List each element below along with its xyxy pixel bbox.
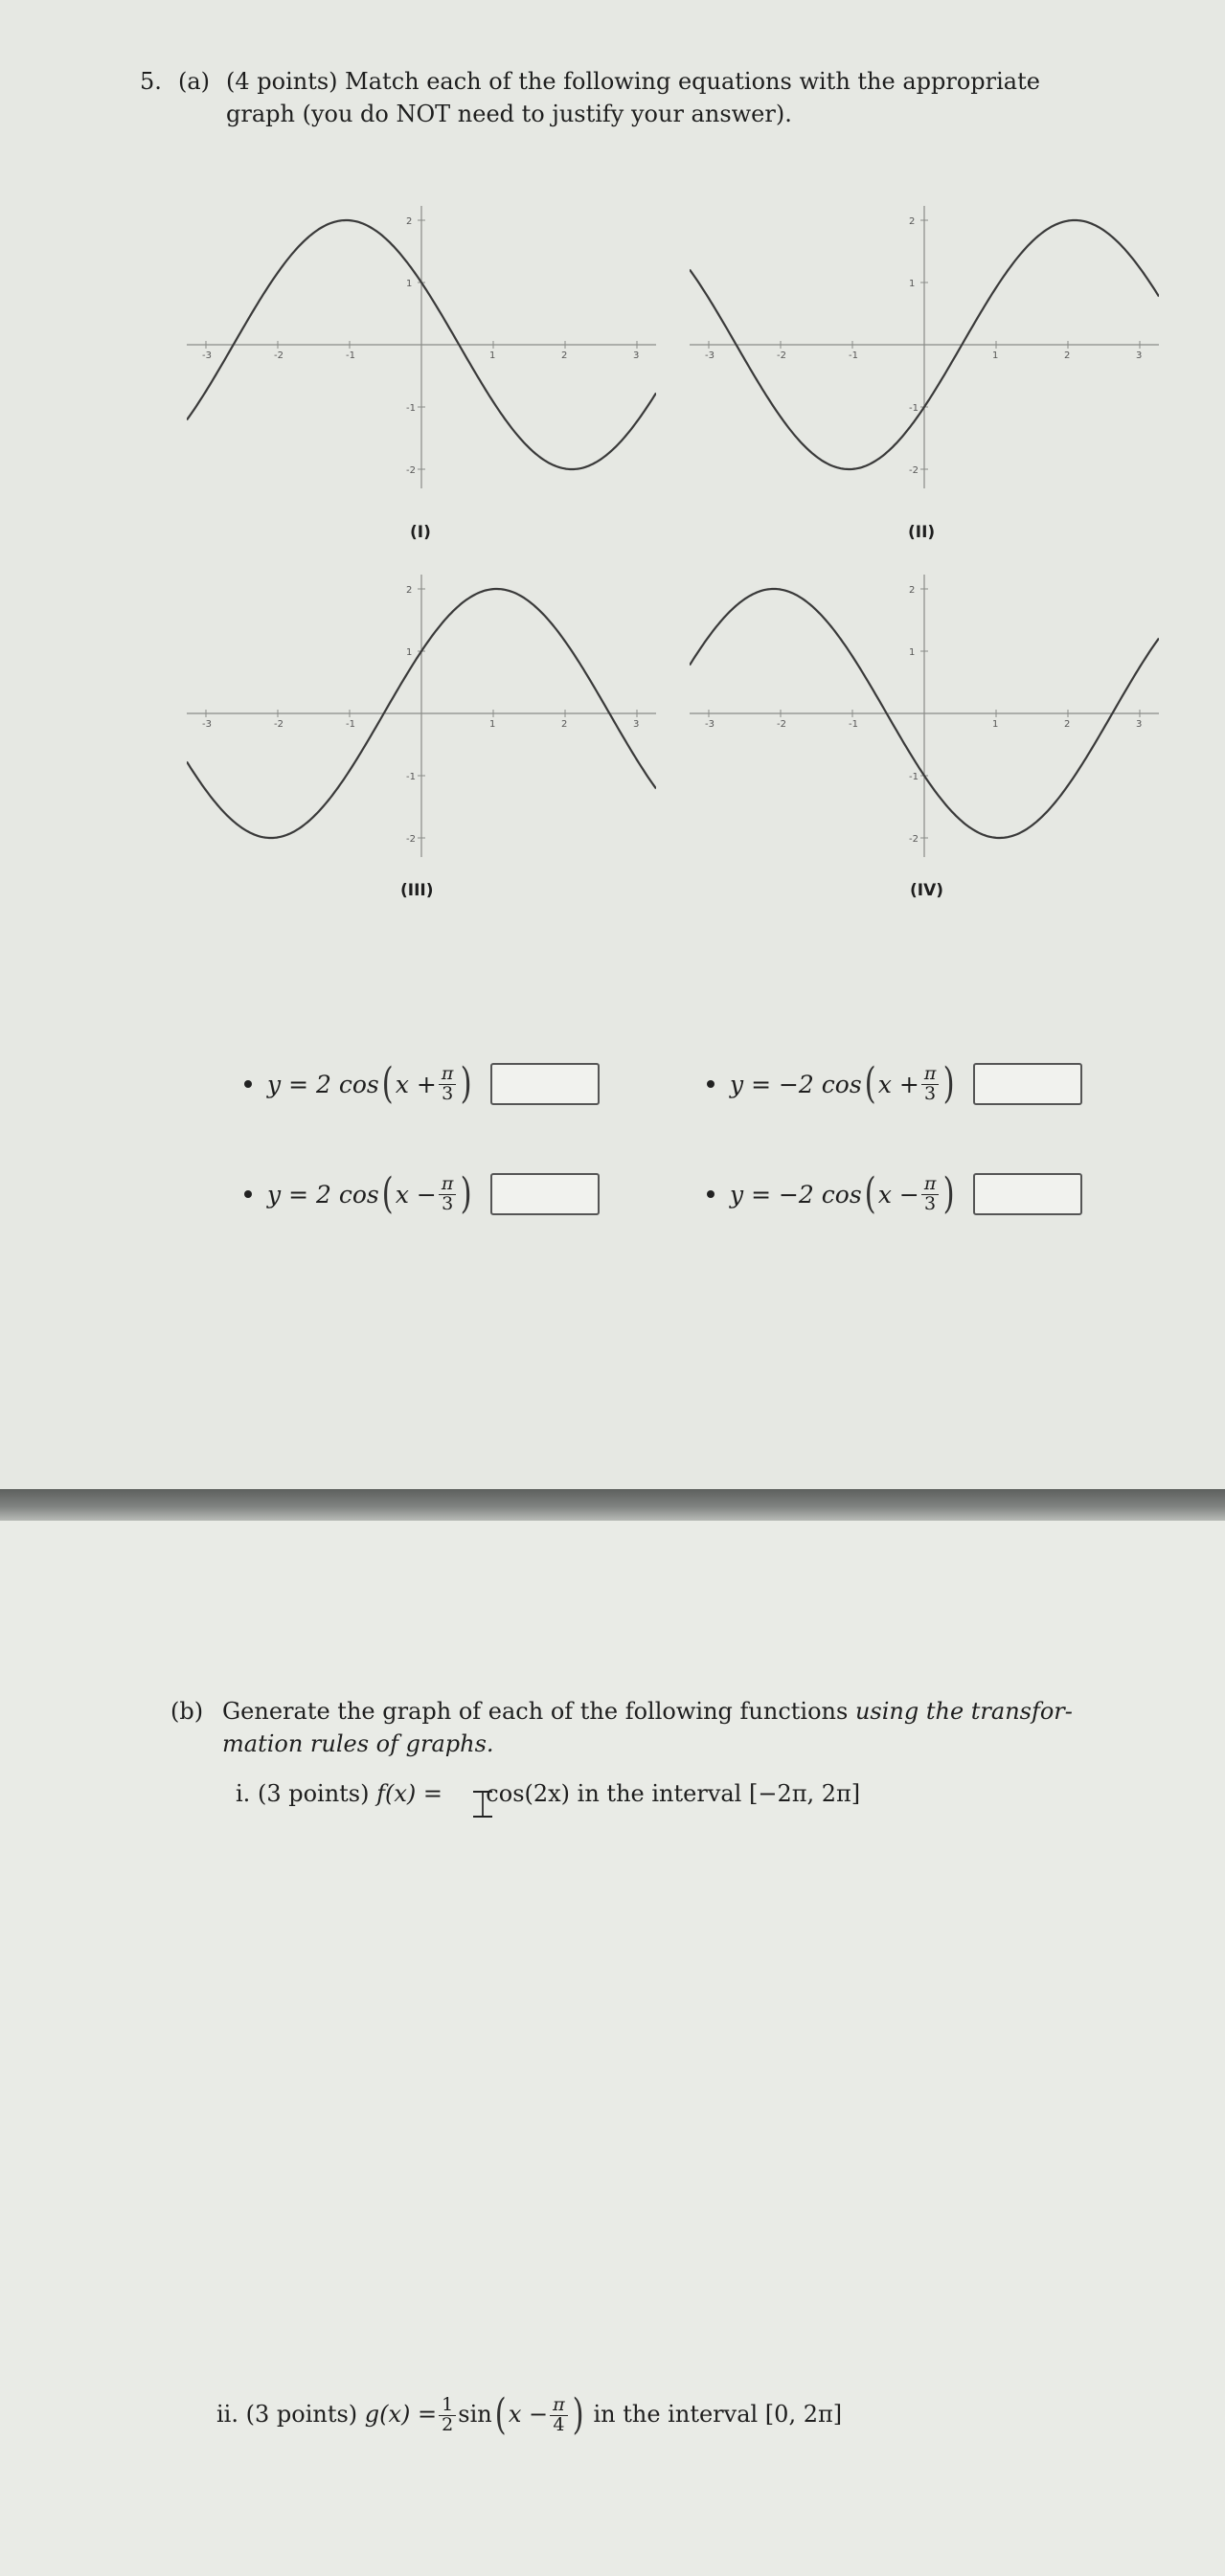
y-tick-label: 1 bbox=[406, 279, 413, 289]
page-fold-seam bbox=[0, 1489, 1225, 1521]
y-tick-label: -1 bbox=[909, 403, 919, 414]
text-cursor-icon: ⌶ bbox=[471, 1783, 494, 1827]
part-b-instruction-line2: mation rules of graphs. bbox=[222, 1730, 494, 1757]
x-tick-label: 2 bbox=[561, 350, 568, 361]
x-tick-label: 2 bbox=[561, 719, 568, 730]
part-a-label: (a) bbox=[178, 68, 211, 95]
y-tick-label: 1 bbox=[909, 279, 916, 289]
x-tick-label: 2 bbox=[1064, 719, 1071, 730]
y-tick-label: 2 bbox=[909, 216, 916, 227]
equation-1: y = 2 cos ( x + $\frac{\pi}{3}$ ) bbox=[244, 1063, 600, 1105]
y-tick-label: -1 bbox=[406, 772, 416, 782]
graph-II bbox=[690, 196, 1159, 493]
graph-III bbox=[187, 565, 656, 862]
y-tick-label: 2 bbox=[909, 585, 916, 596]
part-b-instruction-line1: Generate the graph of each of the following functions using the transfor- bbox=[222, 1698, 1073, 1725]
equation-3: y = 2 cos ( x − $\frac{\pi}{3}$ ) bbox=[244, 1173, 600, 1215]
answer-box-2[interactable] bbox=[973, 1063, 1082, 1105]
x-tick-label: -2 bbox=[777, 350, 786, 361]
part-b-label: (b) bbox=[170, 1698, 204, 1725]
y-tick-label: 1 bbox=[406, 647, 413, 658]
y-tick-label: -2 bbox=[406, 465, 416, 476]
bullet bbox=[707, 1190, 715, 1198]
graph-I bbox=[187, 196, 656, 493]
x-tick-label: -1 bbox=[849, 719, 858, 730]
x-tick-label: -2 bbox=[777, 719, 786, 730]
graph-IV bbox=[690, 565, 1159, 862]
x-tick-label: -1 bbox=[346, 350, 355, 361]
y-tick-label: 2 bbox=[406, 585, 413, 596]
x-tick-label: 1 bbox=[489, 719, 496, 730]
part-a-instruction-line2: graph (you do NOT need to justify your answer). bbox=[226, 101, 792, 127]
x-tick-label: 3 bbox=[1136, 350, 1143, 361]
x-tick-label: -3 bbox=[202, 350, 212, 361]
problem-number: 5. bbox=[140, 68, 162, 95]
x-tick-label: 2 bbox=[1064, 350, 1071, 361]
graph-label-IV: (IV) bbox=[910, 881, 944, 900]
x-tick-label: -2 bbox=[274, 350, 284, 361]
x-tick-label: -1 bbox=[849, 350, 858, 361]
y-tick-label: 1 bbox=[909, 647, 916, 658]
y-tick-label: -1 bbox=[406, 403, 416, 414]
x-tick-label: -3 bbox=[705, 719, 715, 730]
item-i: i. (3 points) f(x) = cos(2x) in the interval [−2π, 2π] bbox=[236, 1780, 861, 1807]
x-tick-label: 1 bbox=[489, 350, 496, 361]
item-ii: ii. (3 points) g(x) = $\frac{1}{2}$ sin ( x − $\frac{\pi}{4}$ ) in the interval [0, 2π] bbox=[216, 2390, 843, 2439]
y-tick-label: -2 bbox=[909, 465, 919, 476]
x-tick-label: -3 bbox=[202, 719, 212, 730]
bullet bbox=[244, 1190, 252, 1198]
y-tick-label: -2 bbox=[406, 834, 416, 845]
x-tick-label: 1 bbox=[992, 719, 999, 730]
y-tick-label: 2 bbox=[406, 216, 413, 227]
answer-box-4[interactable] bbox=[973, 1173, 1082, 1215]
graph-label-III: (III) bbox=[400, 881, 434, 900]
graph-label-I: (I) bbox=[410, 523, 431, 542]
x-tick-label: -3 bbox=[705, 350, 715, 361]
y-tick-label: -1 bbox=[909, 772, 919, 782]
x-tick-label: 3 bbox=[633, 350, 640, 361]
x-tick-label: 3 bbox=[1136, 719, 1143, 730]
x-tick-label: -1 bbox=[346, 719, 355, 730]
x-tick-label: 3 bbox=[633, 719, 640, 730]
answer-box-3[interactable] bbox=[490, 1173, 600, 1215]
bullet bbox=[244, 1080, 252, 1088]
y-tick-label: -2 bbox=[909, 834, 919, 845]
equation-4: y = −2 cos ( x − $\frac{\pi}{3}$ ) bbox=[707, 1173, 1082, 1215]
x-tick-label: 1 bbox=[992, 350, 999, 361]
answer-box-1[interactable] bbox=[490, 1063, 600, 1105]
equation-2: y = −2 cos ( x + $\frac{\pi}{3}$ ) bbox=[707, 1063, 1082, 1105]
bullet bbox=[707, 1080, 715, 1088]
x-tick-label: -2 bbox=[274, 719, 284, 730]
part-a-instruction-line1: (4 points) Match each of the following equations with the appropriate bbox=[226, 68, 1040, 95]
graph-label-II: (II) bbox=[908, 523, 936, 542]
